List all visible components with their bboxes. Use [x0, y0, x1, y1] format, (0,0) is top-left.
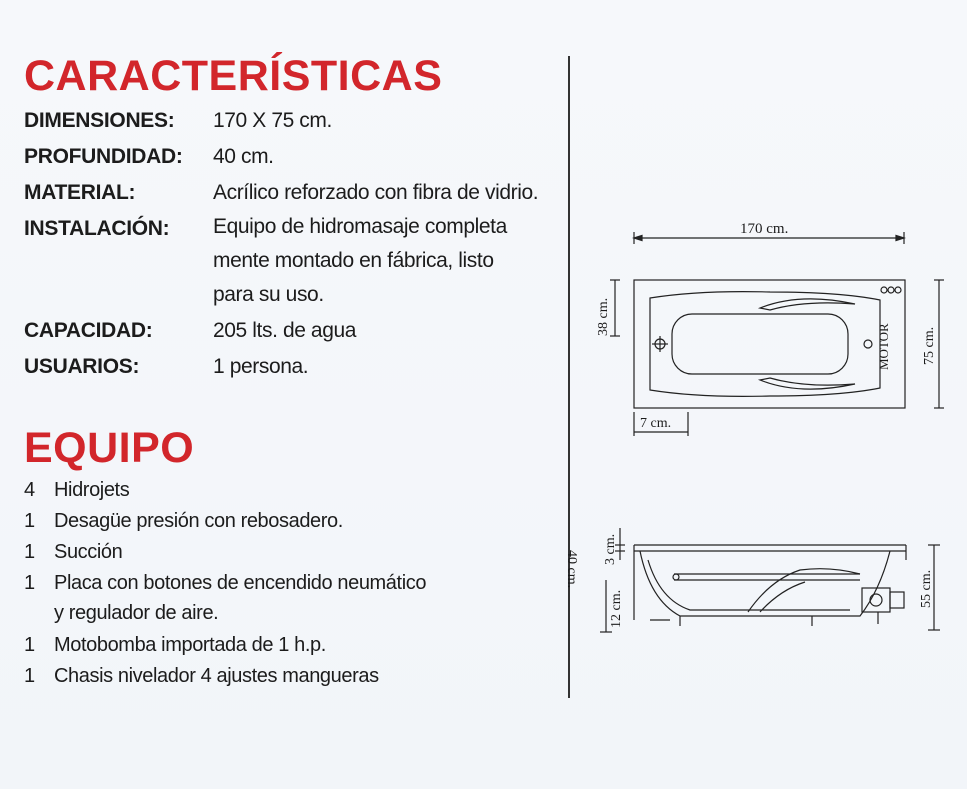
equip-text: Motobomba importada de 1 h.p.	[54, 634, 326, 656]
spec-label: PROFUNDIDAD:	[24, 145, 183, 168]
spec-value: Acrílico reforzado con fibra de vidrio.	[213, 181, 539, 204]
spec-value: 40 cm.	[213, 145, 274, 168]
spec-label: CAPACIDAD:	[24, 319, 153, 342]
dim-edge-label: 7 cm.	[640, 416, 672, 431]
dim-depth-label: 40 cm.	[564, 550, 579, 589]
equip-text: Placa con botones de encendido neumático y regulador de aire.	[54, 572, 427, 624]
dim-inner-width-label: 38 cm.	[596, 297, 611, 336]
equip-qty: 1	[24, 572, 35, 594]
equip-text: Hidrojets	[54, 479, 130, 501]
spec-label: INSTALACIÓN:	[24, 217, 170, 240]
spec-value: Equipo de hidromasaje completa mente montado en fábrica, listo para su uso.	[213, 215, 507, 306]
caracteristicas-title: CARACTERÍSTICAS	[24, 52, 443, 100]
motor-label: MOTOR	[876, 323, 891, 370]
equip-qty: 1	[24, 665, 35, 687]
equip-qty: 4	[24, 479, 35, 501]
equip-qty: 1	[24, 541, 35, 563]
side-view	[564, 528, 940, 632]
spec-value: 205 lts. de agua	[213, 319, 357, 342]
dim-height-label: 55 cm.	[919, 569, 934, 608]
spec-value: 1 persona.	[213, 355, 309, 378]
equip-qty: 1	[24, 634, 35, 656]
dim-base-label: 12 cm.	[609, 589, 624, 628]
equip-qty: 1	[24, 510, 35, 532]
spec-label: DIMENSIONES:	[24, 109, 175, 132]
equip-text: Desagüe presión con rebosadero.	[54, 510, 343, 532]
dim-rim-label: 3 cm.	[603, 533, 618, 565]
dim-width-label: 75 cm.	[922, 326, 937, 365]
equipo-title: EQUIPO	[24, 424, 195, 472]
dim-length-label: 170 cm.	[740, 221, 789, 237]
equip-text: Chasis nivelador 4 ajustes mangueras	[54, 665, 379, 687]
top-view	[596, 221, 944, 436]
spec-label: MATERIAL:	[24, 181, 136, 204]
spec-label: USUARIOS:	[24, 355, 140, 378]
spec-value: 170 X 75 cm.	[213, 109, 332, 132]
equip-text: Succión	[54, 541, 123, 563]
